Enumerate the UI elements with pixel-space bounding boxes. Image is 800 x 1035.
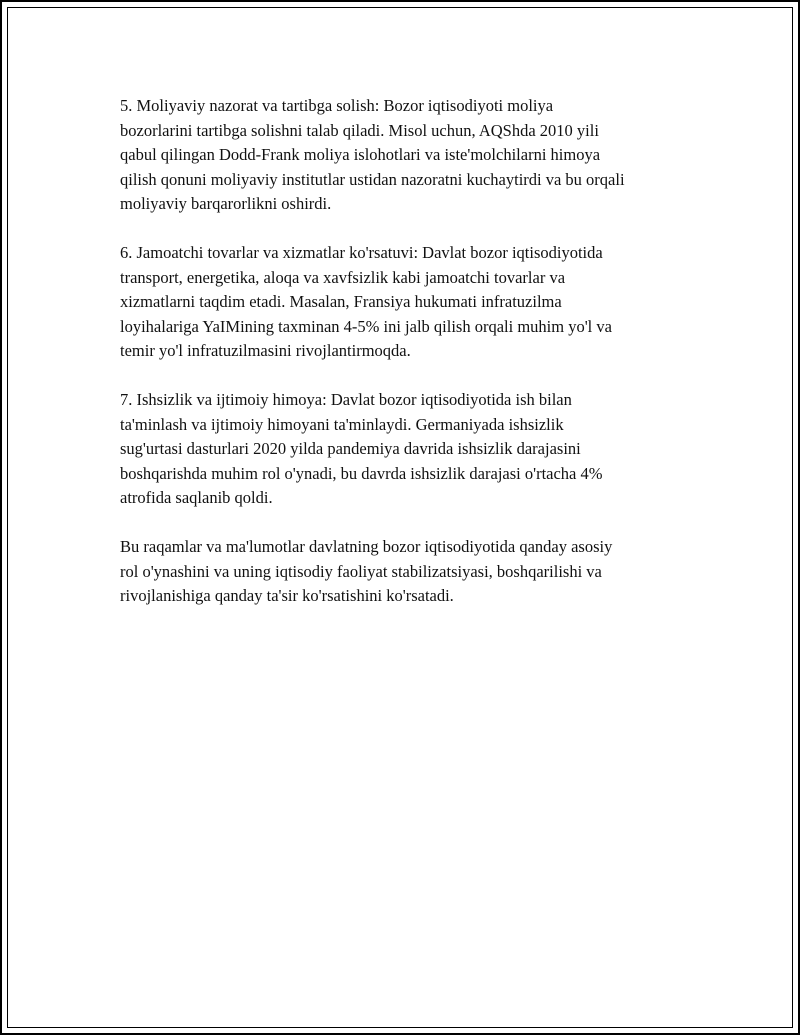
paragraph-unemployment-protection: 7. Ishsizlik va ijtimoiy himoya: Davlat bozor iqtisodiyotida ish bilan ta'minlash va ijtimoiy himoyani ta'minlaydi. Germaniyada ishsizlik sug'urtasi dasturlari 2020 yilda pandemiya davrida ishsizlik darajasini boshqarishda muhim rol o'ynadi, bu davrda ishsizlik darajasi o'rtacha 4% atrofida saqlanib qoldi.: [120, 390, 603, 507]
document-body: [120, 94, 700, 633]
paragraph-financial-regulation: 5. Moliyaviy nazorat va tartibga solish: Bozor iqtisodiyoti moliya bozorlarini tartibga solishni talab qiladi. Misol uchun, AQShda 2010 yili qabul qilingan Dodd-Frank moliya islohotlari va iste'molchilarni himoya qilish qonuni moliyaviy institutlar ustidan nazoratni kuchaytirdi va bu orqali moliyaviy barqarorlikni oshirdi.: [120, 96, 625, 213]
paragraph-conclusion: Bu raqamlar va ma'lumotlar davlatning bozor iqtisodiyotida qanday asosiy rol o'ynashini va uning iqtisodiy faoliyat stabilizatsiyasi, boshqarilishi va rivojlanishiga qanday ta'sir ko'rsatishini ko'rsatadi.: [120, 537, 613, 605]
paragraph-public-goods: 6. Jamoatchi tovarlar va xizmatlar ko'rsatuvi: Davlat bozor iqtisodiyotida transport, energetika, aloqa va xavfsizlik kabi jamoatchi tovarlar va xizmatlarni taqdim etadi. Masalan, Fransiya hukumati infratuzilma loyihalariga YaIMining taxminan 4-5% ini jalb qilish orqali muhim yo'l va temir yo'l infratuzilmasini rivojlantirmoqda.: [120, 243, 612, 360]
